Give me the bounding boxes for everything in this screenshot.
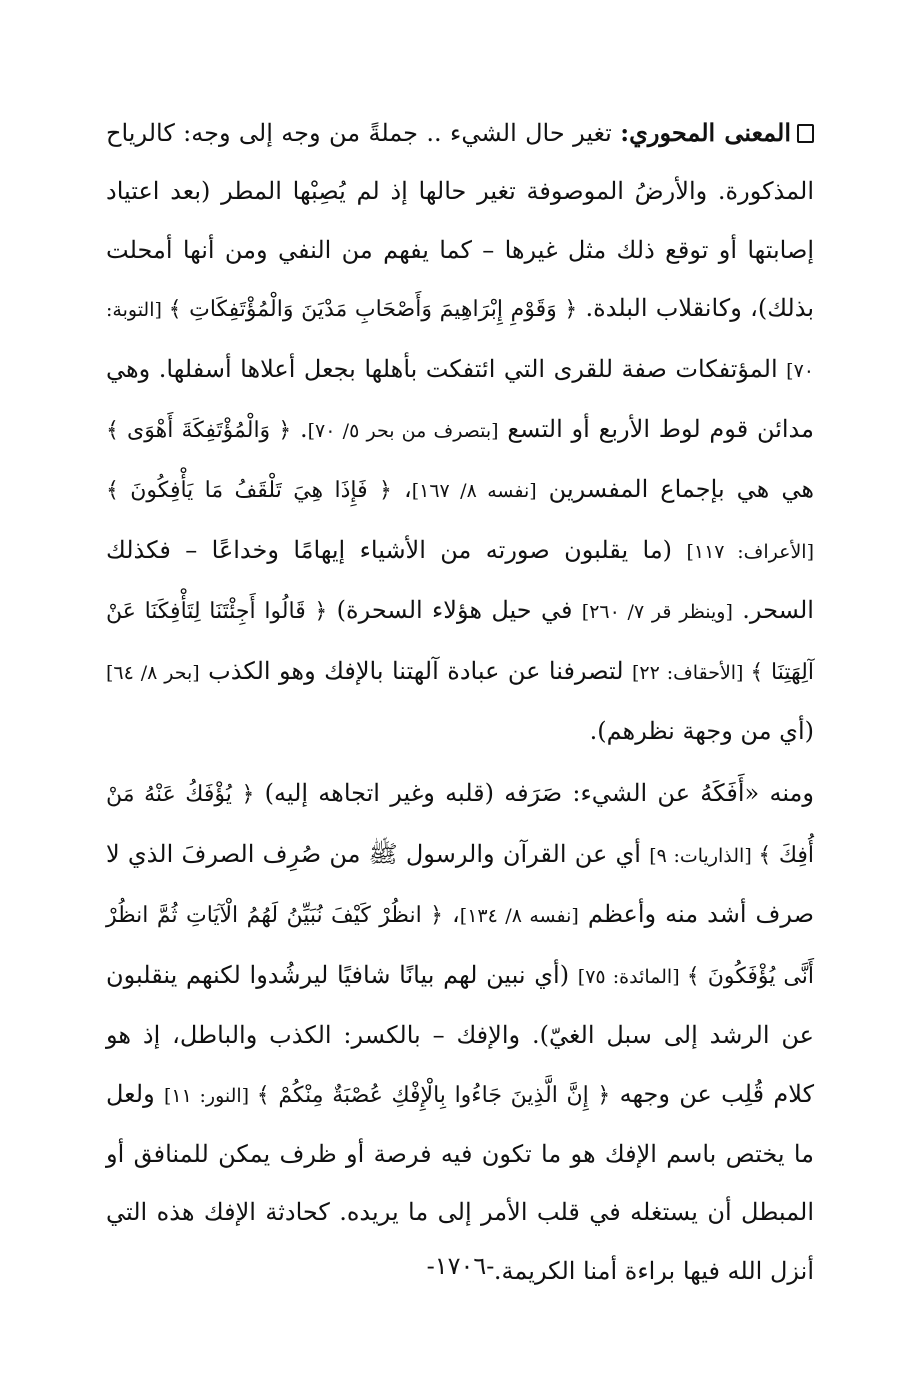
source-reference: [بتصرف من بحر ٥/ ٧٠] <box>307 420 499 443</box>
text-segment: ولعل ما يختص باسم الإفك هو ما تكون فيه فرصة أو ظرف يمكن للمنافق أو المبطل أن يستغله في قلب الأمر إلى ما يريده. كحادثة الإفك هذه التي أنزل الله فيها براءة أمنا الكريمة. <box>106 1079 814 1285</box>
source-reference: [بحر ٨/ ٦٤] <box>106 661 200 684</box>
text-segment: . <box>291 415 308 444</box>
text-segment: هي هي بإجماع المفسرين <box>536 475 814 504</box>
quran-verse: ﴿ انظُرْ كَيْفَ نُبَيِّنُ لَهُمُ الْآيَاتِ ثُمَّ انظُرْ أَنَّى يُؤْفَكُونَ ﴾ <box>106 903 815 989</box>
source-reference: [نفسه ٨/ ١٣٤] <box>459 905 579 928</box>
quran-verse: ﴿ وَالْمُؤْتَفِكَةَ أَهْوَى ﴾ <box>106 418 292 444</box>
text-segment: (أي نبين لهم بيانًا شافيًا ليرشُدوا لكنهم ينقلبون عن الرشد إلى سبل الغيّ). والإفك – بالكسر: الكذب والباطل، إذ هو كلام قُلِب عن وجهه <box>106 960 814 1108</box>
text-segment: أي عن القرآن والرسول ﷺ من صُرِف الصرفَ الذي لا صرف أشد منه وأعظم <box>106 839 815 929</box>
text-segment: لتصرفنا عن عبادة آلهتنا بالإفك وهو الكذب <box>199 656 632 685</box>
text-segment: ، <box>443 900 460 929</box>
page-body <box>106 104 814 1300</box>
section-marker-square-icon <box>797 124 814 143</box>
verse-reference: [الذاريات: ٩] <box>649 844 759 867</box>
paragraph-core-meaning <box>106 104 814 760</box>
source-reference: [وينظر قر ٧/ ٢٦٠] <box>581 601 733 624</box>
text-segment: (ما يقلبون صورته من الأشياء إيهامًا وخداعًا – فكذلك السحر. <box>106 535 814 625</box>
paragraph-derivation <box>106 764 814 1300</box>
quran-verse: ﴿ فَإِذَا هِيَ تَلْقَفُ مَا يَأْفِكُونَ ﴾ <box>106 478 392 504</box>
section-heading: المعنى المحوري: <box>620 118 792 147</box>
text-segment: في حيل هؤلاء السحرة) <box>327 596 582 625</box>
source-reference: [نفسه ٨/ ١٦٧] <box>411 480 537 503</box>
text-segment: (أي من وجهة نظرهم). <box>589 717 814 746</box>
verse-reference: [النور: ١١] <box>163 1084 257 1107</box>
text-segment: تغير حال الشيء .. جملةً من وجه إلى وجه: كالرياح المذكورة. والأرضُ الموصوفة تغير حالها إذ لم يُصِبْها المطر (بعد اعتياد إصابتها أو توقع ذلك مثل غيرها – كما يفهم من النفي ومن أنها أمحلت بذلك)، وكانقلاب البلدة. <box>106 119 815 323</box>
verse-reference: [التوبة: ٧٠] <box>106 299 814 382</box>
verse-reference: [المائدة: ٧٥] <box>577 965 687 988</box>
text-segment: ، <box>391 475 412 504</box>
text-segment: المؤتفكات صفة للقرى التي ائتفكت بأهلها بجعل أعلاها أسفلها. وهي مدائن قوم لوط الأربع أو التسع <box>106 354 815 444</box>
quran-verse: ﴿ يُؤْفَكُ عَنْهُ مَنْ أُفِكَ ﴾ <box>106 782 814 868</box>
verse-reference: [الأحقاف: ٢٢] <box>631 661 751 684</box>
quran-verse: ﴿ قَالُوا أَجِئْتَنَا لِتَأْفِكَنَا عَنْ آلِهَتِنَا ﴾ <box>106 599 814 685</box>
quran-verse: ﴿ وَقَوْمِ إِبْرَاهِيمَ وَأَصْحَابِ مَدْيَنَ وَالْمُؤْتَفِكَاتِ ﴾ <box>168 297 578 323</box>
text-segment: ومنه «أَفَكَهُ عن الشيء: صَرَفه (قلبه وغير اتجاهه إليه) <box>254 779 814 808</box>
page-number: -١٧٠٦- <box>426 1252 495 1280</box>
verse-reference: [الأعراف: ١١٧] <box>686 540 815 563</box>
quran-verse: ﴿ إِنَّ الَّذِينَ جَاءُوا بِالْإِفْكِ عُصْبَةٌ مِنْكُمْ ﴾ <box>256 1082 611 1108</box>
